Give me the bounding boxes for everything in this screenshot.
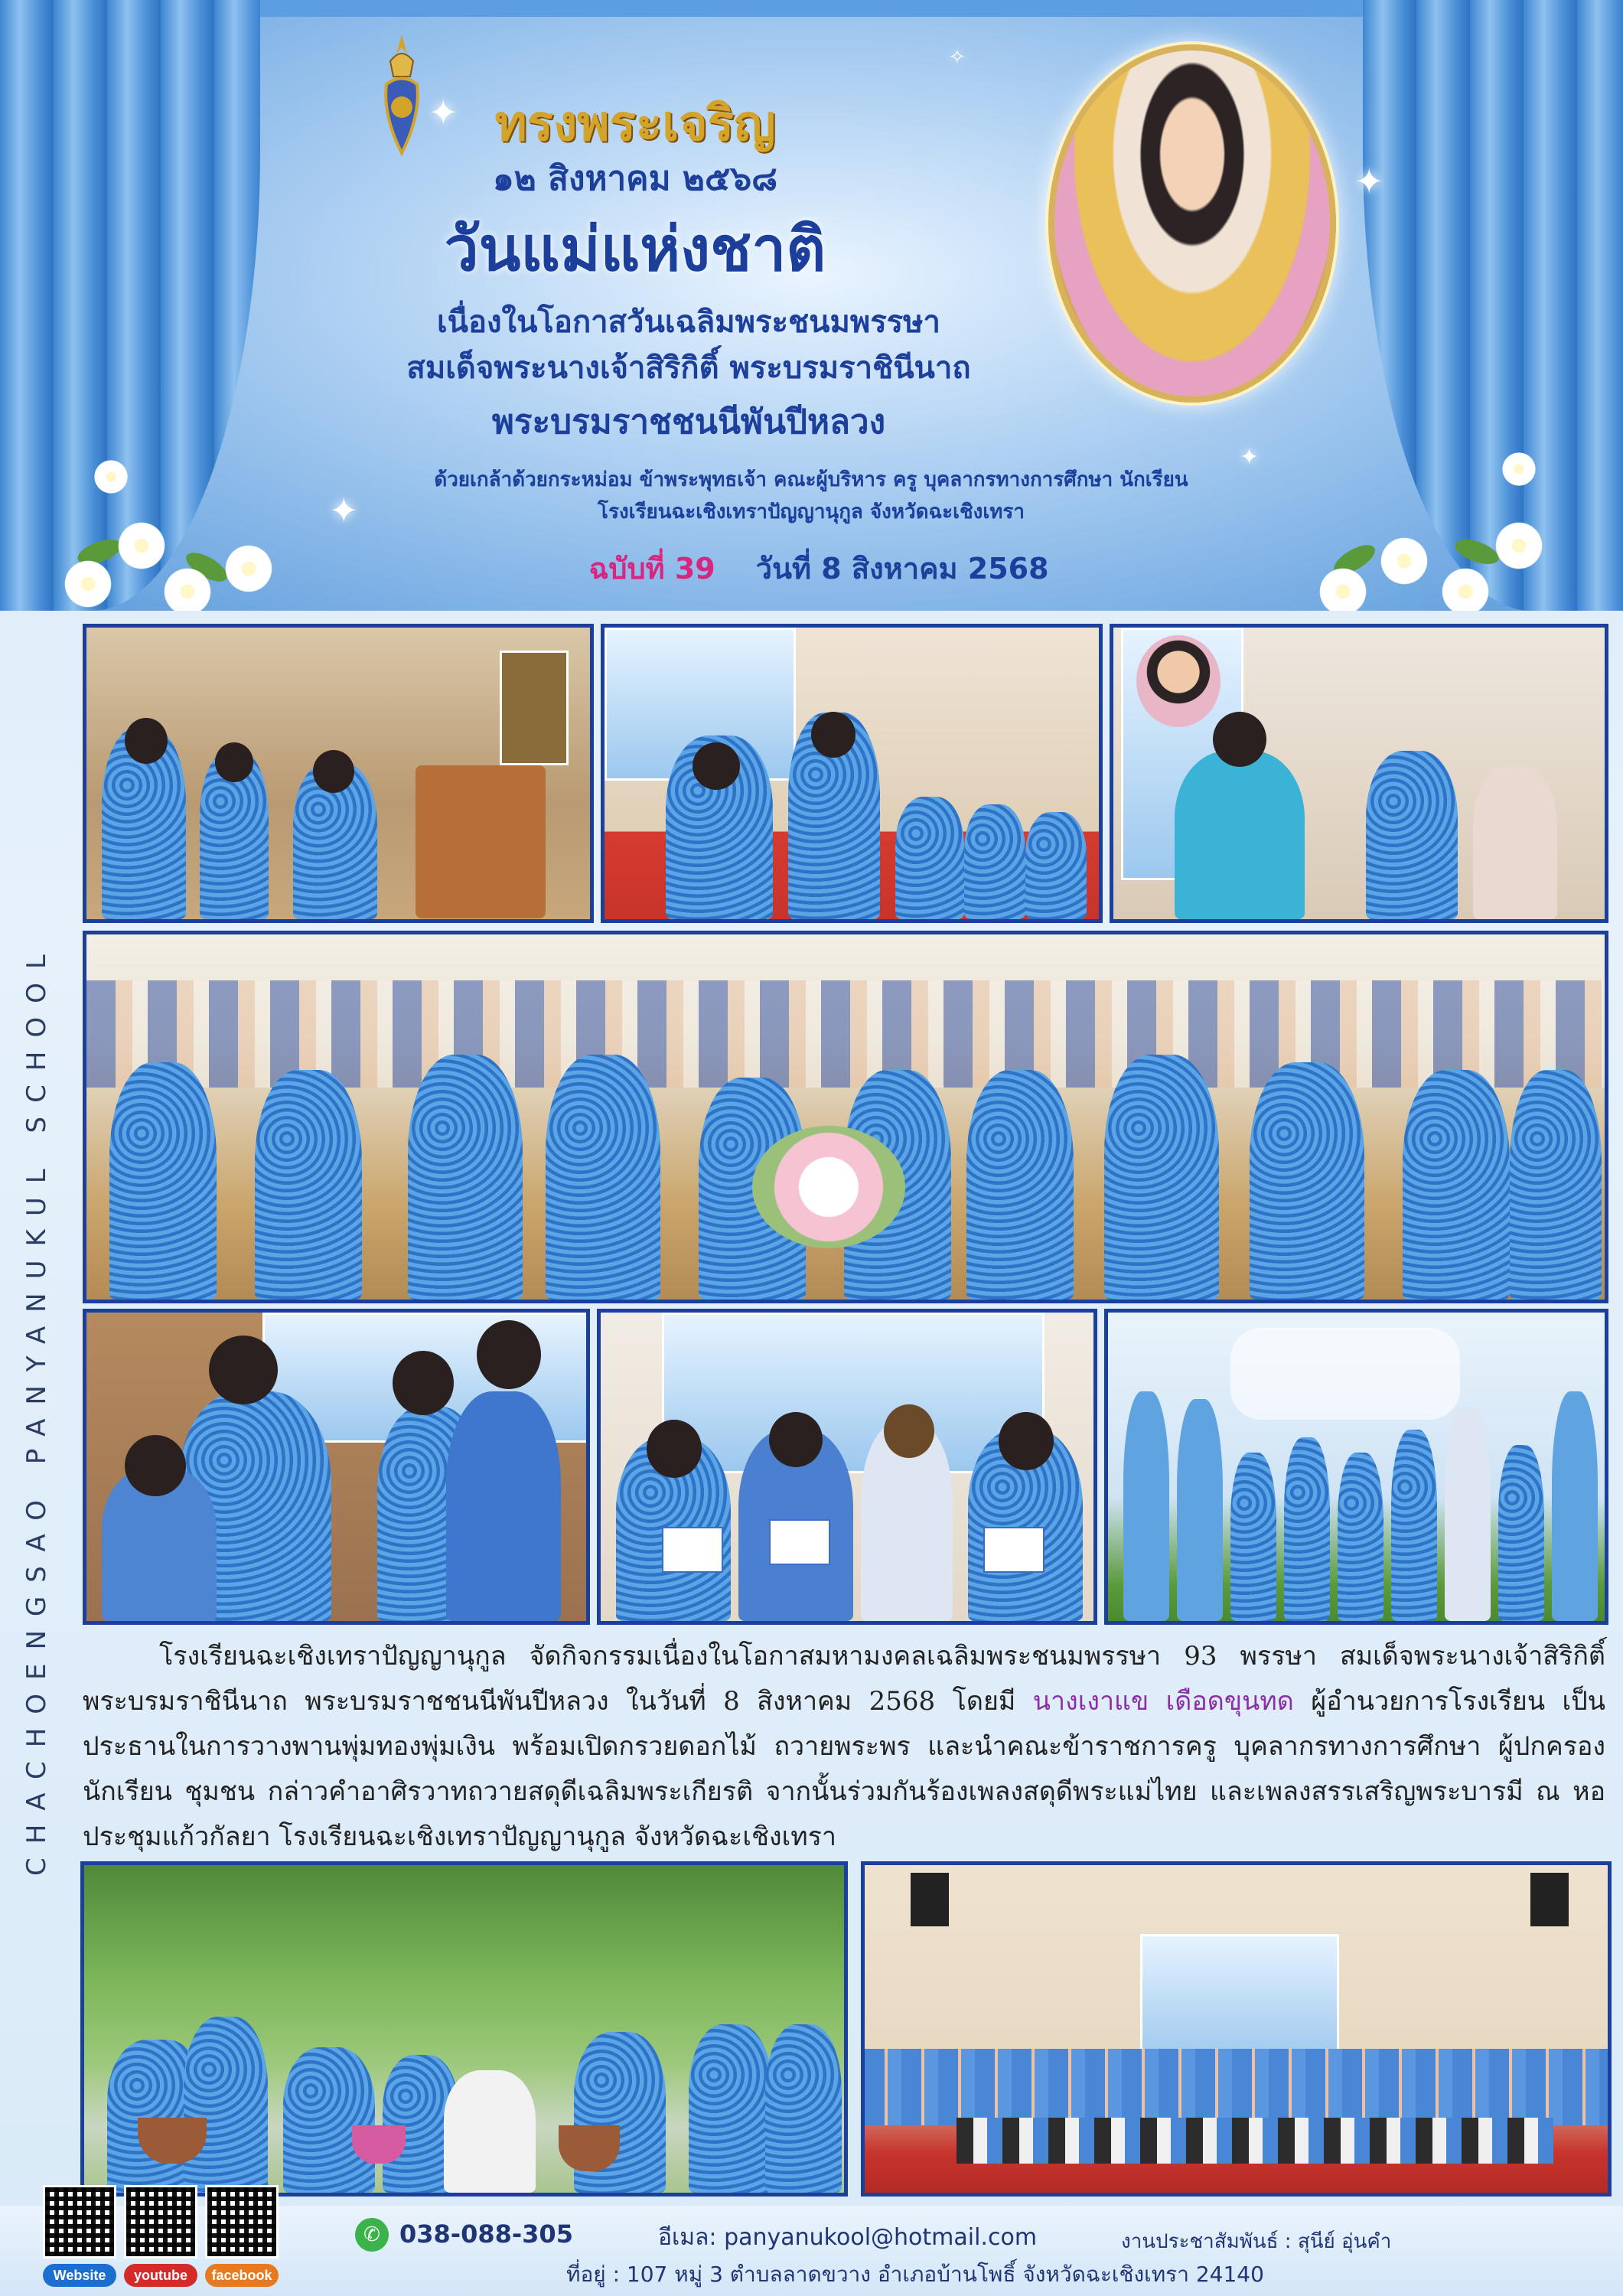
banner-line-3: พระบรมราชชนนีพันปีหลวง [491,403,886,442]
photo-mothers-day-backdrop [1104,1309,1608,1625]
phone-number[interactable]: 038-088-305 [399,2219,573,2249]
sparkle-icon: ✧ [949,46,966,69]
header-banner [0,0,1623,611]
banner-honor-title: ทรงพระเจริญ [494,95,776,152]
article-text-1: โรงเรียนฉะเชิงเทราปัญญานุกูล จัดกิจกรรมเนื่องในโอกาสมหามงคลเฉลิมพระชนมพรรษา 93 พรรษา สมเด็จพระนางเจ้าสิริกิติ์ พระบรมราชินีนาถ พระบรมราชชนนีพันปีหลวง ในวันที่ 8 สิงหาคม 2568 โดยมี [83,1641,1605,1717]
side-school-label: CHACHOENGSAO PANYANUKUL SCHOOL [21,941,52,1876]
jasmine-flowers-right [1270,427,1561,611]
director-name: นางเงาแข เดือดขุนทด [1032,1686,1294,1717]
photo-staff-group-standing [83,931,1608,1303]
website-qr-code[interactable] [43,2185,116,2258]
sparkle-icon: ✦ [329,490,359,531]
website-label[interactable]: Website [43,2264,116,2287]
banner-line-1: เนื่องในโอกาสวันเฉลิมพระชนมพรรษา [436,304,940,340]
issue-date: วันที่ 8 สิงหาคม 2568 [755,552,1049,585]
sparkle-icon: ✦ [429,92,458,133]
email-address[interactable]: อีเมล: panyanukool@hotmail.com [658,2224,1038,2251]
queen-portrait [1048,44,1336,403]
jasmine-flowers-left [46,427,337,611]
photo-offering-ceremony [83,624,594,923]
photo-teacher-and-student [1110,624,1608,923]
banner-thai-date: ๑๒ สิงหาคม ๒๕๖๘ [492,159,778,198]
youtube-label[interactable]: youtube [124,2264,197,2287]
issue-line [474,545,1163,592]
facebook-label[interactable]: facebook [205,2264,279,2287]
photo-hall-group [861,1861,1612,2197]
article-text-2: ผู้อำนวยการโรงเรียน เป็นประธานในการวางพานพุ่มทองพุ่มเงิน พร้อมเปิดกรวยดอกไม้ ถวายพระพร และนำคณะข้าราชการครู บุคลากรทางการศึกษา ผู้ปกครอง นักเรียน ชุมชน กล่าวคำอาศิรวาทถวายสดุดีเฉลิมพระเกียรติ จากนั้นร่วมกันร้องเพลงสดุดีพระแม่ไทย และเพลงสรรเสริญพระบารมี ณ หอประชุมแก้วกัลยา โรงเรียนฉะเชิงเทราปัญญานุกูล จังหวัดฉะเชิงเทรา [83,1686,1605,1852]
article-body [83,1634,1605,1860]
photo-planting-trees [80,1861,848,2197]
banner-dedication-2: โรงเรียนฉะเชิงเทราปัญญานุกูล จังหวัดฉะเชิงเทรา [598,501,1025,523]
youtube-qr-code[interactable] [124,2185,197,2258]
photo-students-kneeling [601,624,1103,923]
banner-line-2: สมเด็จพระนางเจ้าสิริกิติ์ พระบรมราชินีนาถ [406,350,971,386]
photo-certificates-award [597,1309,1097,1625]
pr-contact: งานประชาสัมพันธ์ : สุนีย์ อุ่นคำ [1121,2230,1392,2253]
photo-mother-and-children [83,1309,590,1625]
school-address: ที่อยู่ : 107 หมู่ 3 ตำบลลาดขวาง อำเภอบ้านโพธิ์ จังหวัดฉะเชิงเทรา 24140 [566,2262,1264,2287]
sparkle-icon: ✦ [1354,161,1384,202]
banner-dedication-1: ด้วยเกล้าด้วยกระหม่อม ข้าพระพุทธเจ้า คณะผู้บริหาร ครู บุคลากรทางการศึกษา นักเรียน [434,468,1188,491]
facebook-qr-code[interactable] [205,2185,279,2258]
phone-icon: ✆ [355,2218,389,2252]
issue-number: ฉบับที่ 39 [588,552,715,585]
sparkle-icon: ✦ [1240,444,1260,471]
banner-main-title: วันแม่แห่งชาติ [444,213,826,285]
